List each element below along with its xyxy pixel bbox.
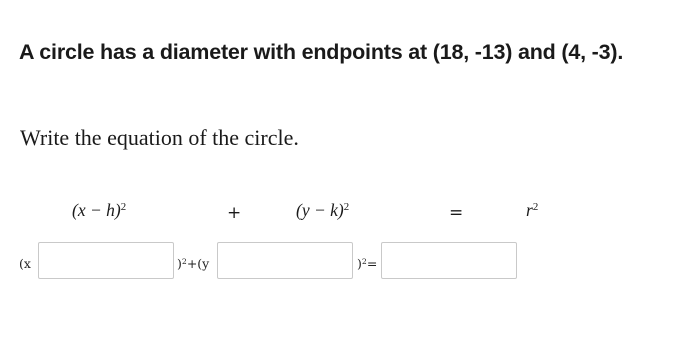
- template-x-term-exponent: 2: [120, 201, 127, 214]
- answer-end-close-paren: ): [357, 256, 362, 271]
- template-equals-sign: =: [449, 203, 464, 223]
- template-y-term-base: (y − k): [296, 200, 344, 220]
- instruction-text: Write the equation of the circle.: [20, 125, 299, 150]
- answer-end-operators: [357, 256, 377, 271]
- template-y-term: [296, 200, 349, 221]
- template-radius-base: r: [526, 200, 533, 220]
- answer-h-input[interactable]: [38, 242, 174, 279]
- template-x-term-base: (x − h): [72, 200, 121, 220]
- template-y-term-exponent: 2: [343, 201, 350, 214]
- template-radius-term: [526, 200, 538, 221]
- answer-middle-close-paren: ): [177, 256, 182, 271]
- answer-middle-plus-y: +(y: [186, 256, 210, 271]
- question-text: A circle has a diameter with endpoints at (18, -13) and (4, -3).: [19, 40, 624, 64]
- answer-k-input[interactable]: [217, 242, 353, 279]
- answer-x-prefix-text: (x: [19, 256, 31, 271]
- template-plus-sign: +: [227, 203, 242, 223]
- answer-middle-exponent: 2: [181, 256, 187, 266]
- answer-x-prefix: [19, 256, 31, 271]
- answer-end-equals: =: [366, 256, 378, 271]
- answer-end-exponent: 2: [361, 256, 367, 266]
- template-x-term: [72, 200, 126, 221]
- template-radius-exponent: 2: [532, 201, 539, 214]
- answer-r-squared-input[interactable]: [381, 242, 517, 279]
- answer-middle-operators: [177, 256, 209, 271]
